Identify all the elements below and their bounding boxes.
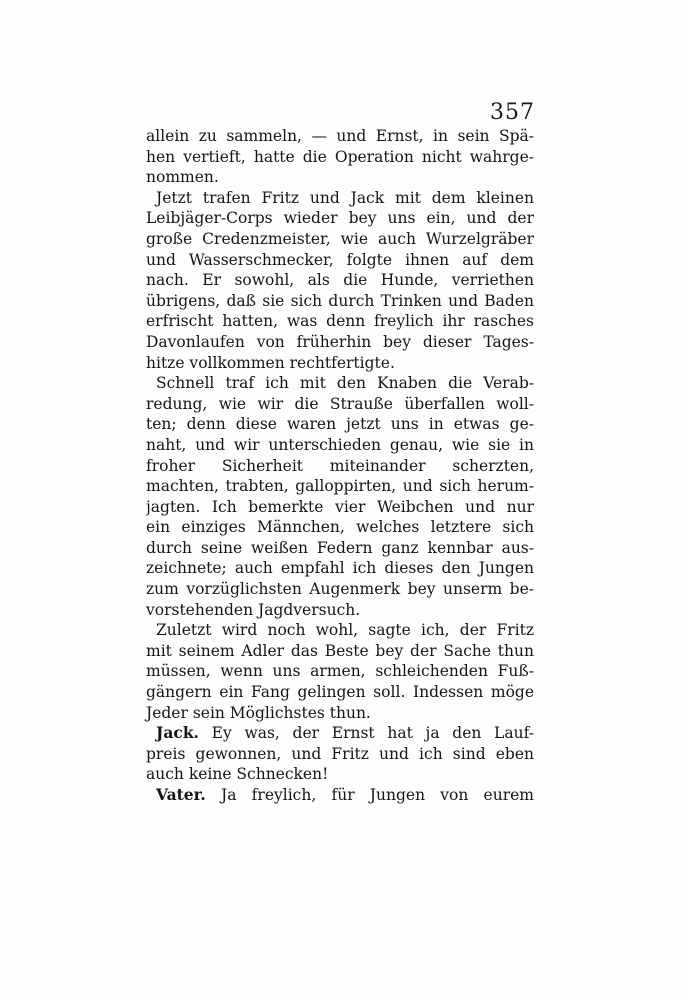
line-text: auch keine Schnecken! — [146, 765, 329, 784]
text-line — [146, 744, 534, 765]
line-text: nommen. — [146, 168, 219, 187]
line-text: naht, und wir unterschieden genau, wie sie in — [146, 435, 534, 454]
line-text: hen vertieft, hatte die Operation nicht wahrge- — [146, 147, 534, 166]
page-number: 357 — [490, 100, 535, 125]
text-line — [146, 291, 534, 312]
text-line — [146, 723, 534, 744]
text-line — [146, 456, 534, 477]
line-text: ein einziges Männchen, welches letztere sich — [146, 518, 534, 537]
text-line — [146, 147, 534, 168]
speaker-label: Jack. — [156, 723, 199, 743]
line-text: froher Sicherheit miteinander scherzten, — [146, 456, 534, 475]
text-line — [146, 517, 534, 538]
text-line — [146, 126, 534, 147]
line-text: Zuletzt wird noch wohl, sagte ich, der Fritz — [156, 621, 534, 640]
text-line — [146, 538, 534, 559]
text-line — [146, 208, 534, 229]
line-text: hitze vollkommen rechtfertigte. — [146, 353, 395, 372]
line-text: mit seinem Adler das Beste bey der Sache thun — [146, 641, 534, 660]
text-line — [146, 188, 534, 209]
text-line — [146, 620, 534, 641]
line-text: Schnell traf ich mit den Knaben die Verab- — [156, 374, 534, 393]
text-line — [146, 600, 534, 621]
line-text: Leibjäger-Corps wieder bey uns ein, und der — [146, 209, 534, 228]
text-line — [146, 785, 534, 806]
text-line — [146, 167, 534, 188]
text-line — [146, 476, 534, 497]
text-line — [146, 270, 534, 291]
text-line — [146, 414, 534, 435]
text-line — [146, 373, 534, 394]
text-line — [146, 641, 534, 662]
line-text: müssen, wenn uns armen, schleichenden Fuß- — [146, 662, 534, 681]
text-line — [146, 435, 534, 456]
speaker-label: Vater. — [156, 785, 206, 804]
text-line — [146, 558, 534, 579]
line-text: und Wasserschmecker, folgte ihnen auf dem — [146, 250, 534, 269]
line-text: Jetzt trafen Fritz und Jack mit dem kleinen — [156, 188, 534, 207]
text-line — [146, 311, 534, 332]
line-text: durch seine weißen Federn ganz kennbar aus- — [146, 538, 534, 557]
line-text: große Credenzmeister, wie auch Wurzelgräber — [146, 229, 534, 248]
text-line — [146, 394, 534, 415]
line-text: übrigens, daß sie sich durch Trinken und Baden — [146, 291, 534, 310]
line-text: erfrischt hatten, was denn freylich ihr rasches — [146, 312, 534, 331]
text-line — [146, 250, 534, 271]
text-line — [146, 332, 534, 353]
text-line — [146, 353, 534, 374]
text-line — [146, 703, 534, 724]
line-text: ten; denn diese waren jetzt uns in etwas ge- — [146, 415, 534, 434]
line-text: Jeder sein Möglichstes thun. — [146, 703, 371, 722]
line-text: allein zu sammeln, — und Ernst, in sein Spä- — [146, 127, 534, 145]
text-line — [146, 229, 534, 250]
text-line — [146, 661, 534, 682]
line-text: zum vorzüglichsten Augenmerk bey unserm be- — [146, 580, 534, 599]
line-text: Ja freylich, für Jungen von eurem — [205, 786, 534, 804]
text-line — [146, 497, 534, 518]
line-text: preis gewonnen, und Fritz und ich sind eben — [146, 744, 534, 763]
text-line — [146, 579, 534, 600]
line-text: gängern ein Fang gelingen soll. Indessen möge — [146, 683, 534, 702]
line-text: nach. Er sowohl, als die Hunde, verriethen — [146, 271, 534, 290]
body-text — [146, 126, 534, 806]
line-text: vorstehenden Jagdversuch. — [146, 600, 361, 619]
text-line — [146, 764, 534, 785]
line-text: jagten. Ich bemerkte vier Weibchen und nur — [146, 497, 534, 516]
line-text: machten, trabten, galloppirten, und sich herum- — [146, 477, 534, 496]
text-line — [146, 682, 534, 703]
line-text: Davonlaufen von früherhin bey dieser Tages- — [146, 332, 534, 351]
line-text: zeichnete; auch empfahl ich dieses den Jungen — [146, 559, 534, 578]
line-text: Ey was, der Ernst hat ja den Lauf- — [198, 724, 534, 743]
line-text: redung, wie wir die Strauße überfallen woll- — [146, 394, 534, 413]
